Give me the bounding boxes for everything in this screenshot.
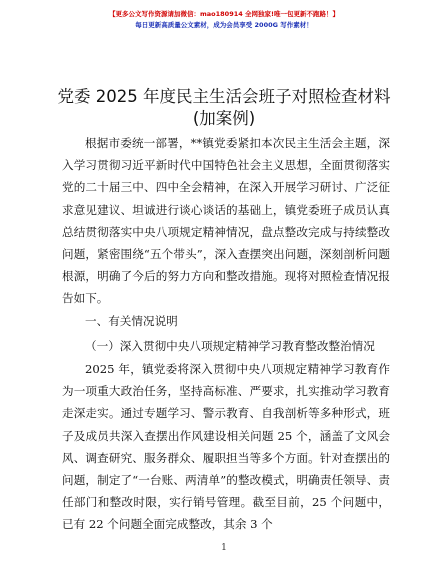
promo-banner-line-1: 【更多公文写作资源请加微信：mao180914 全网独家!唯一包更新不跑路！】 (109, 10, 339, 18)
document-title: 党委 2025 年度民主生活会班子对照检查材料 (57, 87, 391, 106)
promo-banner-line-2: 每日更新高质量公文素材，成为会员享受 2000G 写作素材！ (135, 21, 313, 29)
page-number: 1 (221, 543, 227, 553)
section-heading: 一、有关情况说明 (85, 314, 178, 328)
document-subtitle: (加案例) (192, 109, 256, 128)
body-paragraph: 2025 年，镇党委将深入贯彻中央八项规定精神学习教育作为一项重大政治任务，坚持高标准、严要求，扎实推动学习教育走深走实。通过专题学习、警示教育、自我剖析等多种形式，班子及成员共深入查摆出作风建设相关问题 25 个，涵盖了文风会风、调查研究、服务群众、履职担当等多个方面。针对查摆出的问题，制定了“一台账、两清单”的整改模式，明确责任领导、责任部门和整改时限，实行销号管理。截至目前，25 个问题中，已有 22 个问题全面完成整改，其余 3 个 (62, 362, 390, 532)
intro-paragraph: 根据市委统一部署，**镇党委紧扣本次民主生活会主题，深入学习贯彻习近平新时代中国特色社会主义思想，全面贯彻落实党的二十届三中、四中全会精神，在深入开展学习研讨、广泛征求意见建议、坦诚进行谈心谈话的基础上，镇党委班子成员认真总结贯彻落实中央八项规定精神情况，盘点整改完成与持续整改问题，紧密围绕“五个带头”，深入查摆突出问题，深刻剖析问题根源，明确了今后的努力方向和整改措施。现将对照检查情况报告如下。 (62, 136, 390, 306)
subsection-heading: （一）深入贯彻中央八项规定精神学习教育整改整治情况 (85, 339, 375, 353)
